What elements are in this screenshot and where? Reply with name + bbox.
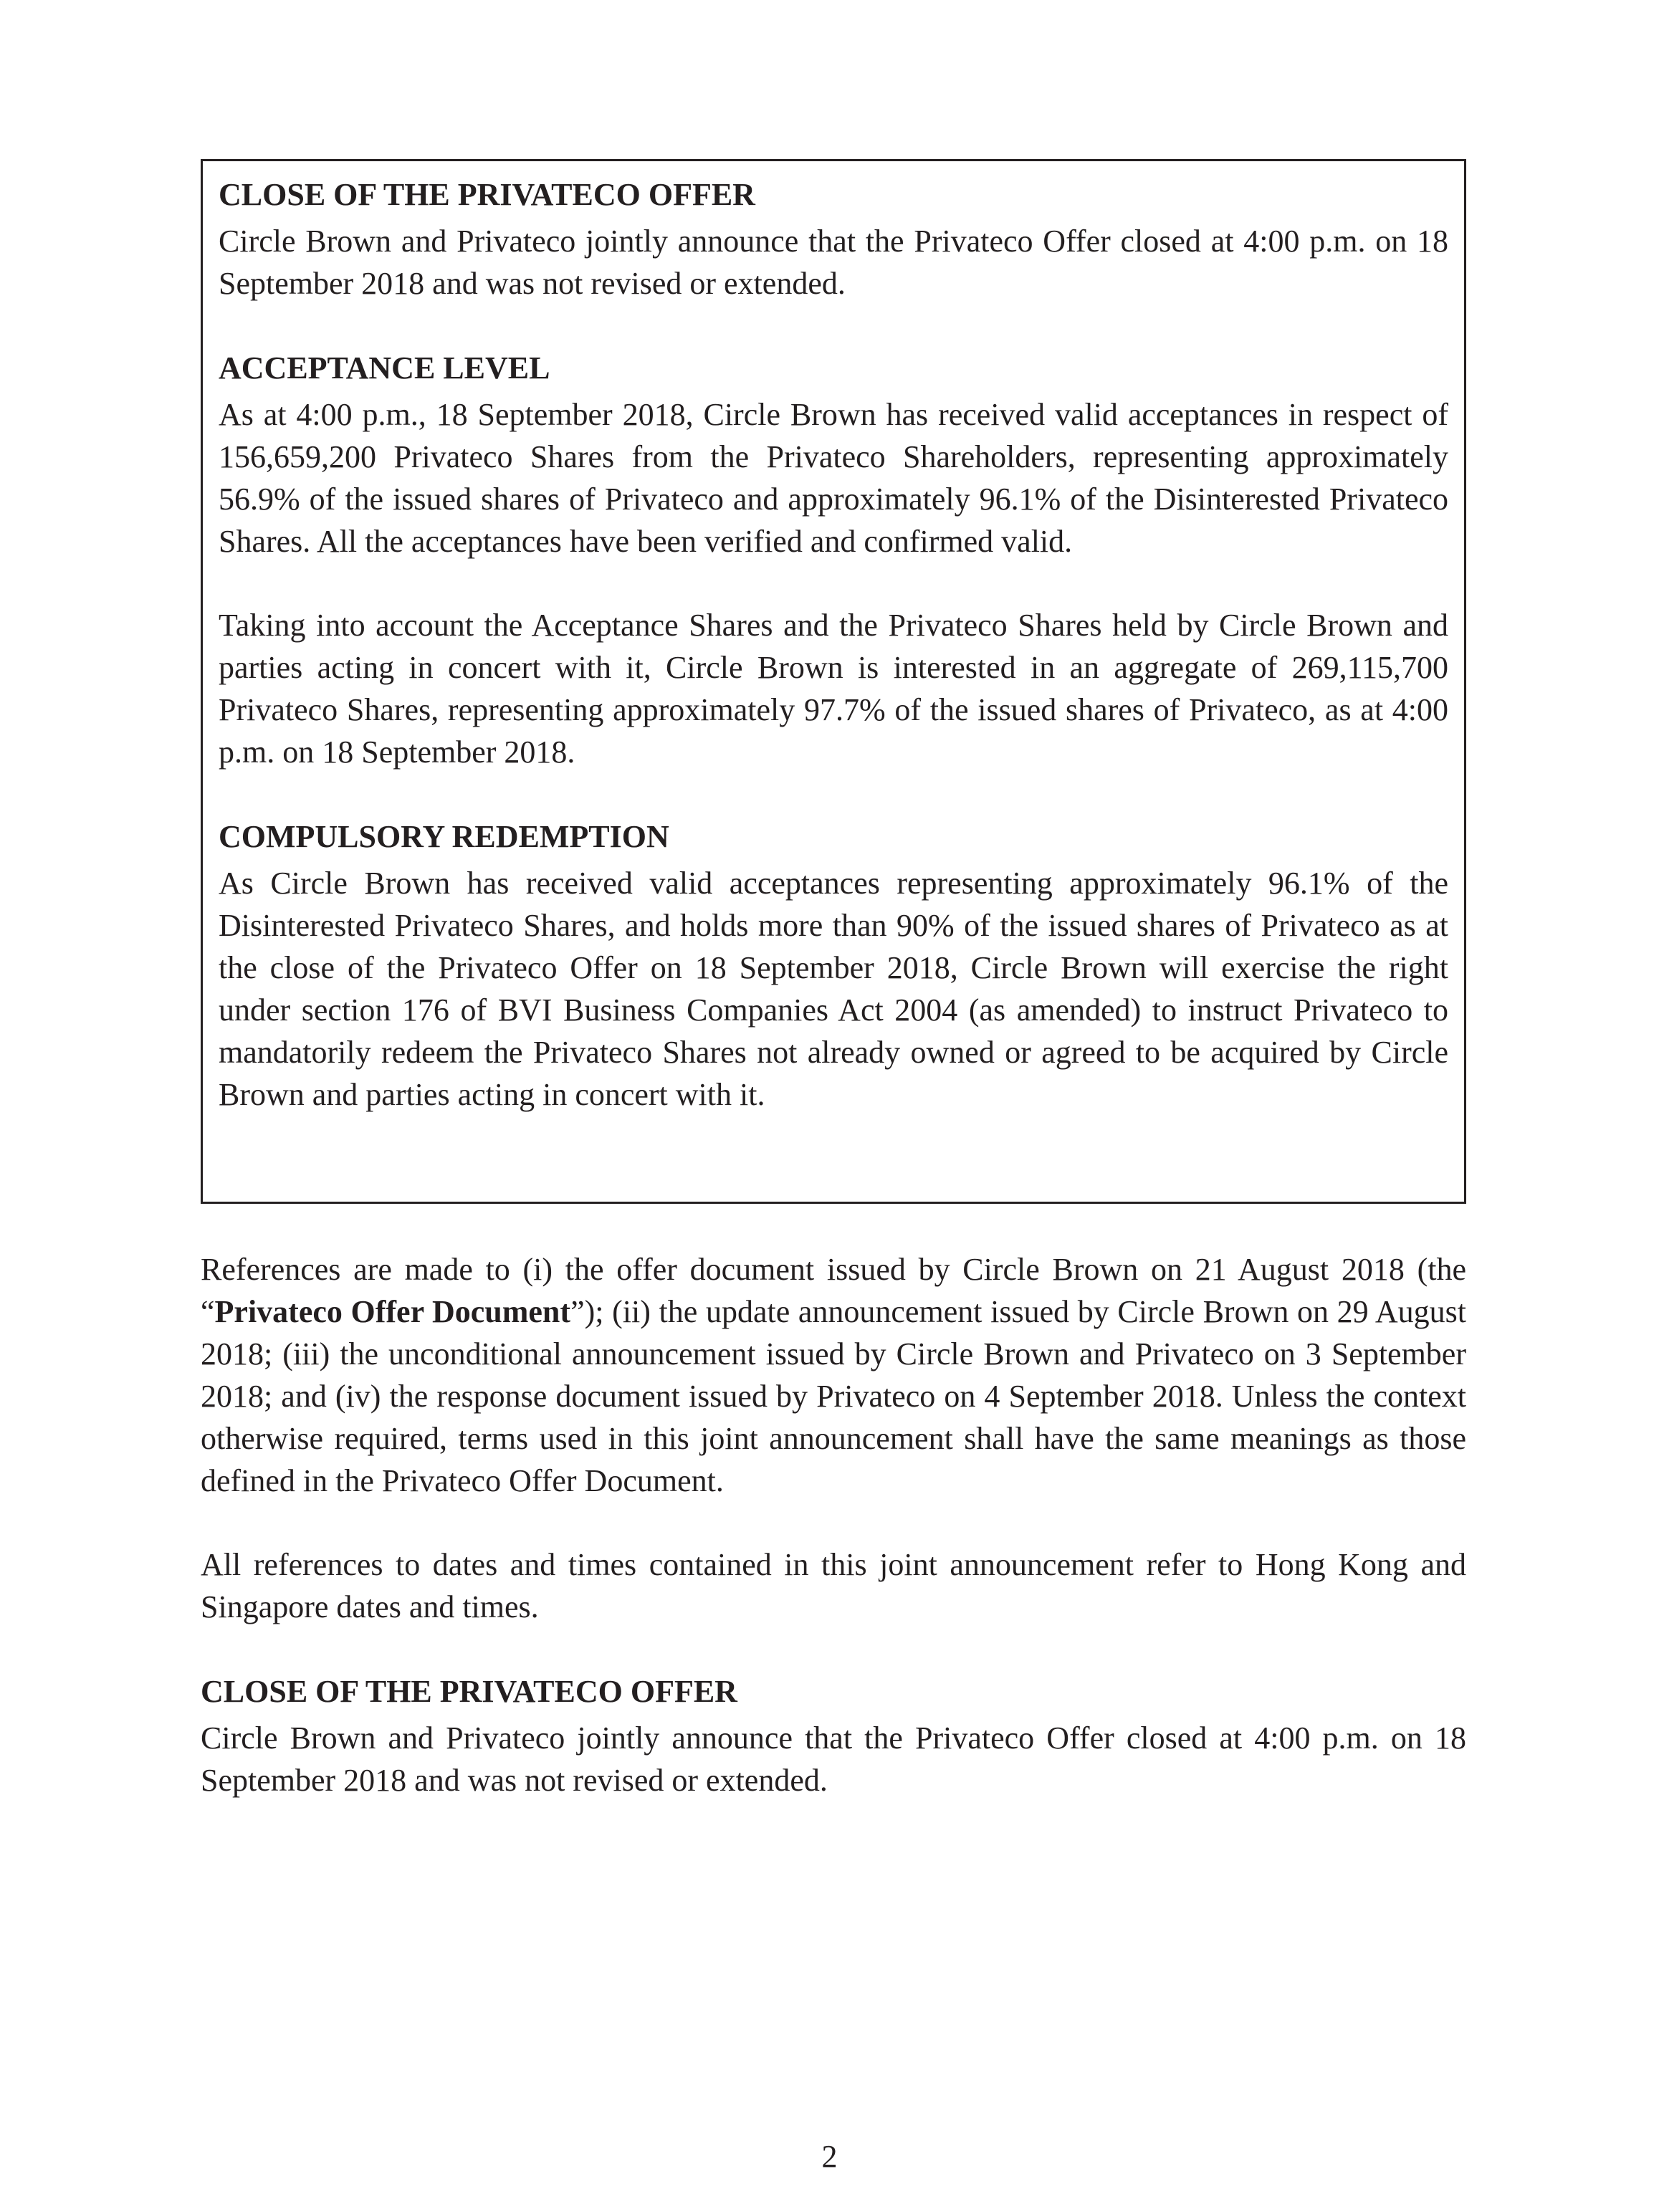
references-text-end: ”); (ii) the update announcement issued by Circle Brown on 29 August 2018; (iii) the unconditional announcement issued by Circle Brown and Privateco on 3 September 2018; and (iv) the response document issued by Privateco on 4 September 2018. Unless the context otherwise required, terms used in this joint announcement shall have the same meanings as those defined in the Privateco Offer Document. [201,1294,1466,1498]
defined-term: Privateco Offer Document [214,1294,571,1329]
main-body [201,1248,1466,1801]
redemption-heading: COMPULSORY REDEMPTION [219,819,669,854]
summary-box [201,159,1466,1204]
acceptance-heading: ACCEPTANCE LEVEL [219,350,550,386]
references-text-start: References are made to (i) the offer document issued by Circle Brown on 21 August 2018 (the “ [201,1252,1466,1329]
references-paragraph [201,1248,1466,1502]
close-paragraph: Circle Brown and Privateco jointly announce that the Privateco Offer closed at 4:00 p.m. on 18 September 2018 and was not revised or extended. [219,224,1448,301]
body-close-heading: CLOSE OF THE PRIVATECO OFFER [201,1674,737,1709]
body-close-paragraph: Circle Brown and Privateco jointly announce that the Privateco Offer closed at 4:00 p.m. on 18 September 2018 and was not revised or extended. [201,1720,1466,1798]
dates-paragraph: All references to dates and times contained in this joint announcement refer to Hong Kong and Singapore dates and times. [201,1547,1466,1624]
page-number: 2 [821,2139,838,2174]
close-heading: CLOSE OF THE PRIVATECO OFFER [219,177,755,212]
aggregate-paragraph: Taking into account the Acceptance Shares and the Privateco Shares held by Circle Brown and parties acting in concert with it, Circle Brown is interested in an aggregate of 269,115,700 Privateco Shares, representing approximately 97.7% of the issued shares of Privateco, as at 4:00 p.m. on 18 September 2018. [219,608,1448,770]
redemption-paragraph: As Circle Brown has received valid acceptances representing approximately 96.1% of the Disinterested Privateco Shares, and holds more than 90% of the issued shares of Privateco as at the close of the Privateco Offer on 18 September 2018, Circle Brown will exercise the right under section 176 of BVI Business Companies Act 2004 (as amended) to instruct Privateco to mandatorily redeem the Privateco Shares not already owned or agreed to be acquired by Circle Brown and parties acting in concert with it. [219,866,1448,1112]
acceptance-paragraph: As at 4:00 p.m., 18 September 2018, Circle Brown has received valid acceptances in respect of 156,659,200 Privateco Shares from the Privateco Shareholders, representing approximately 56.9% of the issued shares of Privateco and approximately 96.1% of the Disinterested Privateco Shares. All the acceptances have been verified and confirmed valid. [219,397,1448,559]
